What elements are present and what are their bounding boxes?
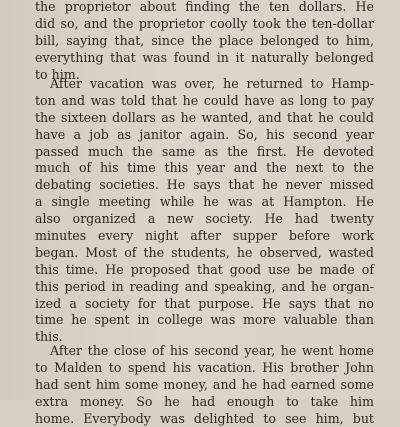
text-line: time he spent in college was more valuable than [35, 312, 374, 328]
text-line: ized a society for that purpose. He says that no [35, 295, 374, 311]
text-line: the proprietor about finding the ten dollars. He [35, 0, 374, 14]
paragraph [35, 343, 374, 427]
text-line: After the close of his second year, he went home [50, 343, 374, 358]
text-line: a single meeting while he was at Hampton. He [35, 194, 374, 210]
text-line: ton and was told that he could have as long to pay [35, 92, 374, 108]
text-line: extra money. So he had enough to take him [35, 393, 374, 409]
text-line: bill, saying that, since the place belonged to him, [35, 32, 374, 48]
text-line: debating societies. He says that he never missed [35, 177, 374, 193]
text-line: to Malden to spend his vacation. His brother John [35, 359, 374, 375]
text-line: this. [35, 329, 63, 345]
text-line: have a job as janitor again. So, his second year [35, 126, 374, 142]
text-line: After vacation was over, he returned to Hamp- [50, 76, 374, 91]
text-line: did so, and the proprietor coolly took the ten-dollar [35, 15, 374, 31]
text-line: also organized a new society. He had twenty [35, 211, 374, 227]
text-line: to him. [35, 66, 80, 82]
text-line: this time. He proposed that good use be made of [35, 261, 374, 277]
text-line: began. Most of the students, he observed, wasted [35, 244, 374, 260]
text-line: minutes every night after supper before work [35, 228, 374, 244]
text-line: home. Everybody was delighted to see him, but [35, 410, 374, 426]
text-line: had sent him some money, and he had earned some [35, 376, 374, 392]
text-line: passed much the same as the first. He devoted [35, 143, 374, 159]
text-line: everything that was found in it naturally belonged [35, 49, 374, 65]
paragraph [35, 0, 374, 83]
text-line: this period in reading and speaking, and he organ- [35, 278, 374, 294]
paragraph [35, 76, 374, 346]
text-line: much of his time this year and the next to the [35, 160, 374, 176]
text-line: the sixteen dollars as he wanted, and that he could [35, 109, 374, 125]
